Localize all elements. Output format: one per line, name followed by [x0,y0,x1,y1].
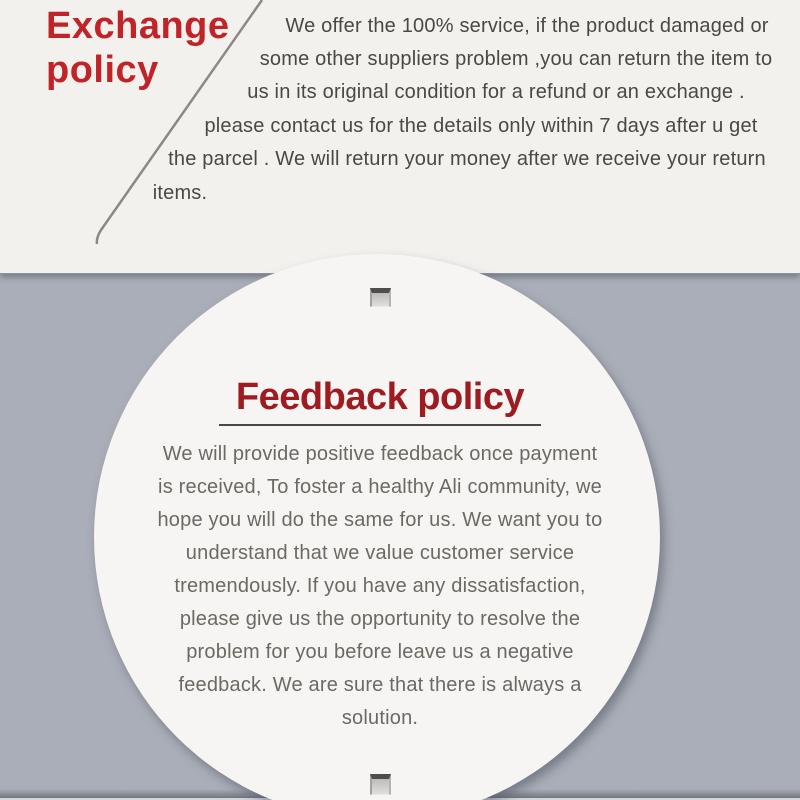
tag-punch-hole-bottom [370,774,391,795]
exchange-policy-title [46,4,230,92]
exchange-policy-title-line1: Exchange [46,5,230,47]
exchange-policy-section [0,0,800,274]
exchange-policy-text-line: items. [152,182,208,204]
exchange-policy-title-line2: policy [46,49,159,91]
feedback-policy-text-line: is received, To foster a healthy Ali community, we [158,476,602,498]
exchange-policy-text-line: us in its original condition for a refund or an exchange . [247,81,745,103]
feedback-policy-text-line: We will provide positive feedback once payment [162,443,598,465]
feedback-policy-text-line: problem for you before leave us a negative [186,641,574,663]
feedback-policy-text-line: please give us the opportunity to resolve the [179,608,581,630]
exchange-policy-text-line: please contact us for the details only within 7 days after u get [204,115,758,137]
exchange-policy-text-line: some other suppliers problem ,you can return the item to [259,48,773,70]
feedback-policy-title: Feedback policy [235,376,525,418]
exchange-policy-text-line: the parcel . We will return your money after we receive your return [168,148,766,170]
exchange-policy-text-line: We offer the 100% service, if the product damaged or [285,15,769,37]
feedback-policy-text-line: hope you will do the same for us. We want you to [157,509,603,531]
feedback-policy-text-line: tremendously. If you have any dissatisfaction, [174,575,586,597]
tag-punch-hole-top [370,288,391,307]
feedback-title-underline [219,424,541,426]
feedback-policy-text-line: feedback. We are sure that there is always a [178,674,582,696]
feedback-policy-text-line: solution. [341,707,419,729]
feedback-policy-text-line: understand that we value customer service [185,542,575,564]
